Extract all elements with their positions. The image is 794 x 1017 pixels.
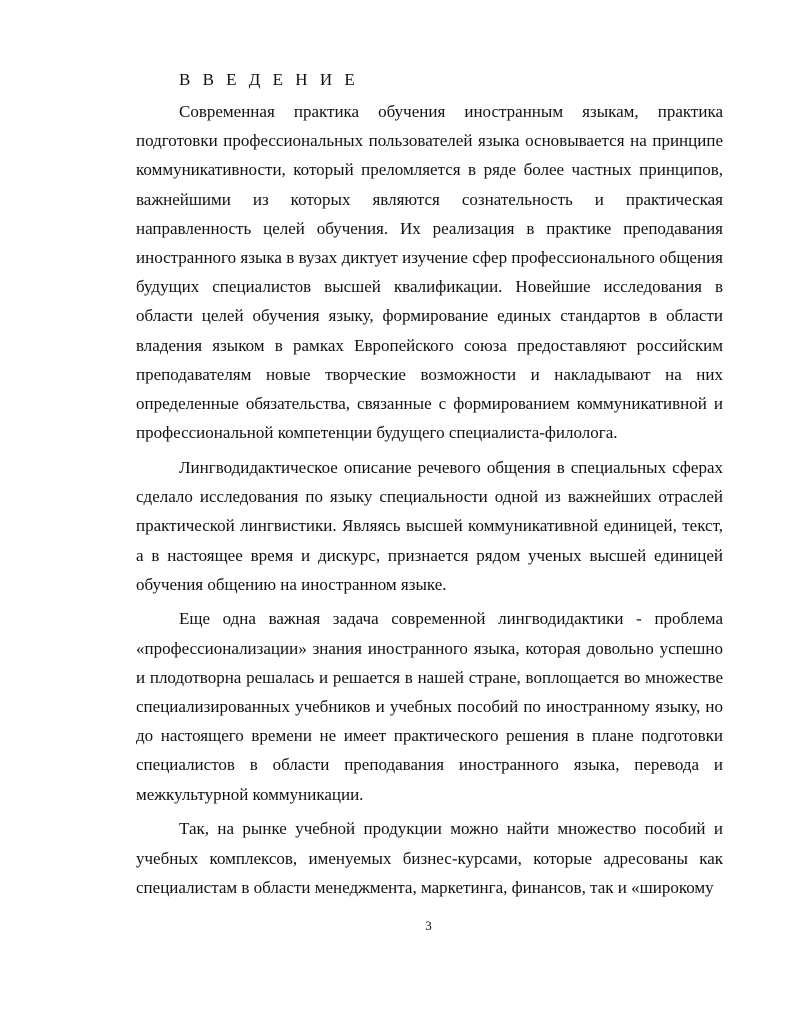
paragraph-3: Еще одна важная задача современной лингводидактики - проблема «профессионализации» знания иностранного языка, которая довольно успешно и плодотворна решалась и решается в нашей стране, воплощается во множестве специализированных учебников и учебных пособий по иностранному языку, но до настоящего времени не имеет практического решения в плане подготовки специалистов в области преподавания иностранного языка, перевода и межкультурной коммуникации. (136, 609, 723, 804)
paragraph-1: Современная практика обучения иностранным языкам, практика подготовки профессиональных пользователей языка основывается на принципе коммуникативности, который преломляется в ряде более частных принципов, важнейшими из которых являются сознательность и практическая направленность целей обучения. Их реализация в практике преподавания иностранного языка в вузах диктует изучение сфер профессионального общения будущих специалистов высшей квалификации. Новейшие исследования в области целей обучения языку, формирование единых стандартов в области владения языком в рамках Европейского союза предоставляют российским преподавателям новые творческие возможности и накладывают на них определенные обязательства, связанные с формированием коммуникативной и профессиональной компетенции будущего специалиста-филолога. (136, 102, 723, 443)
paragraph-2: Лингводидактическое описание речевого общения в специальных сферах сделало исследования по языку специальности одной из важнейших отраслей практической лингвистики. Являясь высшей коммуникативной единицей, текст, а в настоящее время и дискурс, признается рядом ученых высшей единицей обучения общению на иностранном языке. (136, 457, 723, 594)
page-number: 3 (425, 918, 432, 933)
page-title: В В Е Д Е Н И Е (179, 70, 359, 89)
paragraph-4: Так, на рынке учебной продукции можно найти множество пособий и учебных комплексов, именуемых бизнес-курсами, которые адресованы как специалистам в области менеджмента, маркетинга, финансов, так и «широкому (136, 819, 723, 897)
body-text (136, 97, 723, 907)
